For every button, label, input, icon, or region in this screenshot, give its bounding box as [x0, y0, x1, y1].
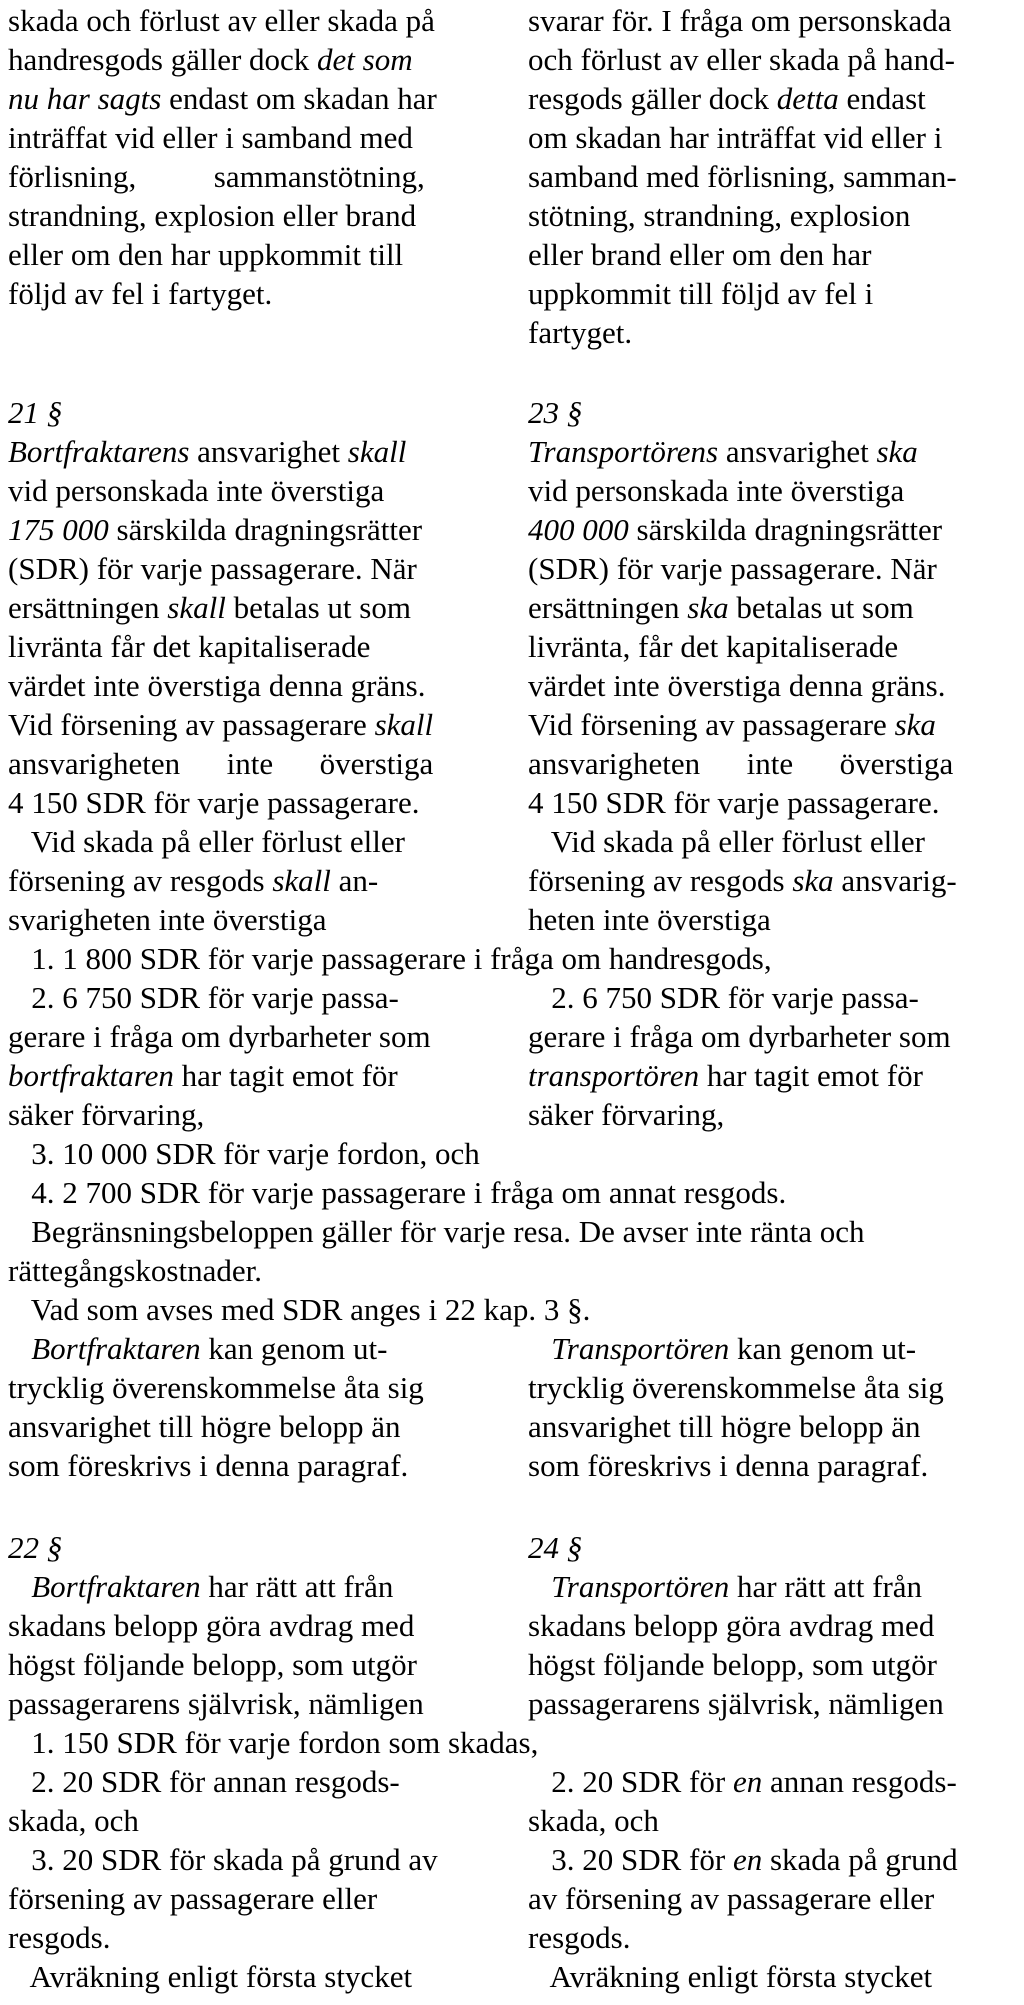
- text-line: [8, 589, 411, 626]
- text-line: [528, 433, 918, 470]
- text-run: 2. 6 750 SDR för varje passa-: [8, 980, 399, 1015]
- text-line: [528, 1568, 922, 1605]
- text-line: [8, 1607, 414, 1644]
- text-run: passagerarens självrisk, nämligen: [8, 1686, 424, 1721]
- text-run: Vid skada på eller förlust eller: [8, 824, 405, 859]
- text-line: [528, 1408, 921, 1445]
- text-run: eller brand eller om den har: [528, 237, 872, 272]
- text-line: [528, 706, 936, 743]
- text-line: [8, 511, 422, 548]
- text-run: försening av passagerare eller: [8, 1881, 378, 1916]
- text-run: gerare i fråga om dyrbarheter som: [8, 1019, 431, 1054]
- text-run: rättegångskostnader.: [8, 1253, 262, 1288]
- text-line: [528, 511, 942, 548]
- text-run: om skadan har inträffat vid eller i: [528, 120, 943, 155]
- text-line: [8, 1018, 431, 1055]
- text-line: [528, 862, 957, 899]
- text-run: högst följande belopp, som utgör: [8, 1647, 417, 1682]
- text-run: vid personskada inte överstiga: [528, 473, 905, 508]
- italic-run: 22 §: [8, 1530, 63, 1565]
- text-line: [528, 1685, 944, 1722]
- text-run: uppkommit till följd av fel i: [528, 276, 874, 311]
- text-run: 4 150 SDR för varje passagerare.: [8, 785, 420, 820]
- text-line: [8, 275, 272, 312]
- italic-run: skall: [167, 590, 226, 625]
- text-line: [8, 1841, 438, 1878]
- text-line: [8, 197, 416, 234]
- text-run: inträffat vid eller i samband med: [8, 120, 413, 155]
- text-line: [528, 314, 632, 351]
- text-line: [528, 1802, 659, 1839]
- text-run: skada, och: [528, 1803, 659, 1838]
- italic-run: detta: [776, 81, 839, 116]
- text-run: heten inte överstiga: [528, 902, 771, 937]
- text-run: fartyget.: [528, 315, 633, 350]
- text-line: [8, 158, 425, 195]
- text-run: Vid försening av passagerare: [8, 707, 375, 742]
- text-line: [8, 1408, 401, 1445]
- text-line: [528, 550, 937, 587]
- text-run: kan genom ut-: [200, 1331, 388, 1366]
- text-line: [528, 1330, 916, 1367]
- text-line: [8, 1135, 480, 1172]
- text-run: 1. 150 SDR för varje fordon som skadas,: [8, 1725, 539, 1760]
- italic-run: en: [732, 1842, 763, 1877]
- text-run: [528, 1569, 551, 1604]
- text-run: säker förvaring,: [528, 1097, 725, 1132]
- italic-run: Bortfraktaren: [31, 1331, 201, 1366]
- text-run: skada och förlust av eller skada på: [8, 3, 435, 38]
- text-line: [8, 1802, 139, 1839]
- text-line: [8, 433, 406, 470]
- text-line: [528, 1096, 724, 1133]
- text-line: [528, 628, 898, 665]
- text-run: trycklig överenskommelse åta sig: [8, 1370, 424, 1405]
- text-line: [8, 41, 413, 78]
- text-line: [528, 589, 914, 626]
- text-line: [8, 1646, 417, 1683]
- text-line: [8, 1724, 538, 1761]
- italic-run: Transportörens: [528, 434, 719, 469]
- text-run: försening av resgods: [528, 863, 793, 898]
- italic-run: 21 §: [8, 395, 63, 430]
- text-line: [8, 667, 426, 704]
- text-run: gerare i fråga om dyrbarheter som: [528, 1019, 951, 1054]
- text-line: [528, 2, 952, 39]
- text-run: skadans belopp göra avdrag med: [528, 1608, 935, 1643]
- text-run: har rätt att från: [200, 1569, 394, 1604]
- text-line: [8, 236, 403, 273]
- text-line: [8, 1330, 387, 1367]
- text-line: [528, 901, 771, 938]
- text-line: [8, 1369, 424, 1406]
- text-run: resgods.: [528, 1920, 631, 1955]
- text-run: vid personskada inte överstiga: [8, 473, 385, 508]
- italic-run: ska: [687, 590, 729, 625]
- text-line: [8, 979, 399, 1016]
- text-run: skada, och: [8, 1803, 139, 1838]
- text-run: följd av fel i fartyget.: [8, 276, 273, 311]
- text-run: Begränsningsbeloppen gäller för varje resa. De avser inte ränta och: [8, 1214, 865, 1249]
- text-line: [8, 1213, 864, 1250]
- italic-run: ska: [894, 707, 936, 742]
- text-run: eller om den har uppkommit till: [8, 237, 404, 272]
- text-run: ansvarig-: [833, 863, 957, 898]
- text-line: [528, 979, 919, 1016]
- text-line: [528, 236, 871, 273]
- italic-run: nu har sagts: [8, 81, 162, 116]
- text-line: [8, 1057, 398, 1094]
- text-run: ansvarighet: [718, 434, 877, 469]
- text-run: har rätt att från: [729, 1569, 923, 1604]
- text-line: [528, 1018, 951, 1055]
- italic-run: Transportören: [551, 1331, 730, 1366]
- text-run: har tagit emot för: [699, 1058, 923, 1093]
- text-line: [8, 628, 370, 665]
- text-line: [528, 119, 942, 156]
- text-run: trycklig överenskommelse åta sig: [528, 1370, 944, 1405]
- text-run: skada på grund: [762, 1842, 958, 1877]
- text-line: [528, 1447, 928, 1484]
- text-line: [528, 1369, 944, 1406]
- text-run: skadans belopp göra avdrag med: [8, 1608, 415, 1643]
- text-line: [8, 784, 419, 821]
- text-run: endast: [838, 81, 926, 116]
- text-run: förlisning, sammanstötning,: [8, 159, 425, 194]
- text-run: som föreskrivs i denna paragraf.: [528, 1448, 929, 1483]
- text-line: [8, 1685, 424, 1722]
- italic-run: 175 000: [8, 512, 109, 547]
- text-line: [8, 1096, 204, 1133]
- text-line: [528, 158, 957, 195]
- italic-run: 23 §: [528, 395, 583, 430]
- text-line: [8, 823, 405, 860]
- text-run: svarigheten inte överstiga: [8, 902, 327, 937]
- text-run: livränta, får det kapitaliserade: [528, 629, 899, 664]
- text-run: ansvarigheten inte överstiga: [528, 746, 954, 781]
- text-run: an-: [330, 863, 379, 898]
- text-line: [8, 1763, 400, 1800]
- text-run: ersättningen: [8, 590, 168, 625]
- text-run: resgods.: [8, 1920, 111, 1955]
- text-run: [8, 1569, 31, 1604]
- text-line: [528, 275, 873, 312]
- text-run: ansvarighet till högre belopp än: [8, 1409, 401, 1444]
- text-run: särskilda dragningsrätter: [108, 512, 423, 547]
- text-line: [528, 1919, 630, 1956]
- italic-run: transportören: [528, 1058, 700, 1093]
- text-line: [8, 706, 433, 743]
- text-run: annan resgods-: [762, 1764, 957, 1799]
- text-line: [8, 1252, 262, 1289]
- text-run: resgods gäller dock: [528, 81, 777, 116]
- text-line: [528, 394, 582, 431]
- text-run: ansvarighet: [189, 434, 348, 469]
- text-run: 4 150 SDR för varje passagerare.: [528, 785, 940, 820]
- italic-run: 24 §: [528, 1530, 583, 1565]
- text-line: [528, 784, 939, 821]
- text-run: 2. 20 SDR för: [528, 1764, 733, 1799]
- text-run: 2. 20 SDR för annan resgods-: [8, 1764, 400, 1799]
- text-line: [8, 1919, 110, 1956]
- italic-run: Bortfraktaren: [31, 1569, 201, 1604]
- text-run: 1. 1 800 SDR för varje passagerare i fråga om handresgods,: [8, 941, 772, 976]
- text-run: (SDR) för varje passagerare. När: [8, 551, 417, 586]
- text-run: Avräkning enligt första stycket: [8, 1959, 413, 1994]
- text-run: 2. 6 750 SDR för varje passa-: [528, 980, 919, 1015]
- text-line: [8, 862, 378, 899]
- text-run: betalas ut som: [225, 590, 411, 625]
- text-line: [8, 2, 435, 39]
- text-run: betalas ut som: [728, 590, 914, 625]
- text-run: (SDR) för varje passagerare. När: [528, 551, 937, 586]
- italic-run: ska: [792, 863, 834, 898]
- italic-run: skall: [347, 434, 407, 469]
- text-line: [8, 1291, 590, 1328]
- text-line: [528, 745, 953, 782]
- text-run: Avräkning enligt första stycket: [528, 1959, 933, 1994]
- text-run: [8, 1331, 31, 1366]
- text-run: 3. 20 SDR för: [528, 1842, 733, 1877]
- text-line: [8, 940, 772, 977]
- text-run: Vid försening av passagerare: [528, 707, 895, 742]
- text-run: ersättningen: [528, 590, 688, 625]
- text-line: [8, 550, 417, 587]
- text-run: av försening av passagerare eller: [528, 1881, 935, 1916]
- italic-run: bortfraktaren: [8, 1058, 174, 1093]
- italic-run: Bortfraktarens: [8, 434, 190, 469]
- text-line: [528, 1057, 923, 1094]
- italic-run: Transportören: [551, 1569, 730, 1604]
- text-run: 4. 2 700 SDR för varje passagerare i fråga om annat resgods.: [8, 1175, 787, 1210]
- text-line: [8, 1529, 62, 1566]
- text-line: [8, 119, 413, 156]
- text-run: 3. 20 SDR för skada på grund av: [8, 1842, 438, 1877]
- text-run: ansvarigheten inte överstiga: [8, 746, 434, 781]
- italic-run: ska: [876, 434, 918, 469]
- text-run: stötning, strandning, explosion: [528, 198, 911, 233]
- text-run: passagerarens självrisk, nämligen: [528, 1686, 944, 1721]
- text-line: [8, 1958, 412, 1995]
- text-line: [528, 1607, 934, 1644]
- text-run: försening av resgods: [8, 863, 273, 898]
- text-line: [8, 394, 62, 431]
- text-run: 3. 10 000 SDR för varje fordon, och: [8, 1136, 480, 1171]
- italic-run: det som: [317, 42, 413, 77]
- text-run: Vad som avses med SDR anges i 22 kap. 3 §.: [8, 1292, 591, 1327]
- text-line: [8, 80, 437, 117]
- text-line: [528, 80, 926, 117]
- text-line: [528, 1763, 957, 1800]
- text-line: [8, 901, 327, 938]
- text-run: svarar för. I fråga om personskada: [528, 3, 952, 38]
- text-run: handresgods gäller dock: [8, 42, 318, 77]
- text-line: [528, 1841, 958, 1878]
- text-line: [8, 472, 384, 509]
- text-run: samband med förlisning, samman-: [528, 159, 957, 194]
- text-line: [8, 1174, 786, 1211]
- text-run: som föreskrivs i denna paragraf.: [8, 1448, 409, 1483]
- text-line: [8, 745, 433, 782]
- italic-run: skall: [272, 863, 331, 898]
- text-run: säker förvaring,: [8, 1097, 205, 1132]
- text-line: [528, 1646, 937, 1683]
- text-run: Vid skada på eller förlust eller: [528, 824, 925, 859]
- text-line: [8, 1568, 393, 1605]
- text-run: har tagit emot för: [173, 1058, 398, 1093]
- text-run: särskilda dragningsrätter: [628, 512, 943, 547]
- text-line: [528, 41, 955, 78]
- italic-run: 400 000: [528, 512, 629, 547]
- text-run: högst följande belopp, som utgör: [528, 1647, 937, 1682]
- italic-run: skall: [374, 707, 434, 742]
- text-run: ansvarighet till högre belopp än: [528, 1409, 921, 1444]
- text-line: [8, 1447, 408, 1484]
- text-line: [8, 1880, 377, 1917]
- italic-run: en: [732, 1764, 763, 1799]
- text-run: livränta får det kapitaliserade: [8, 629, 371, 664]
- text-line: [528, 1529, 582, 1566]
- text-line: [528, 1880, 934, 1917]
- text-run: strandning, explosion eller brand: [8, 198, 417, 233]
- text-run: värdet inte överstiga denna gräns.: [528, 668, 946, 703]
- text-run: endast om skadan har: [161, 81, 437, 116]
- text-run: värdet inte överstiga denna gräns.: [8, 668, 426, 703]
- text-line: [528, 1958, 932, 1995]
- text-line: [528, 667, 946, 704]
- text-run: och förlust av eller skada på hand-: [528, 42, 955, 77]
- text-line: [528, 197, 910, 234]
- text-run: kan genom ut-: [729, 1331, 917, 1366]
- text-run: [528, 1331, 551, 1366]
- text-line: [528, 472, 904, 509]
- text-line: [528, 823, 925, 860]
